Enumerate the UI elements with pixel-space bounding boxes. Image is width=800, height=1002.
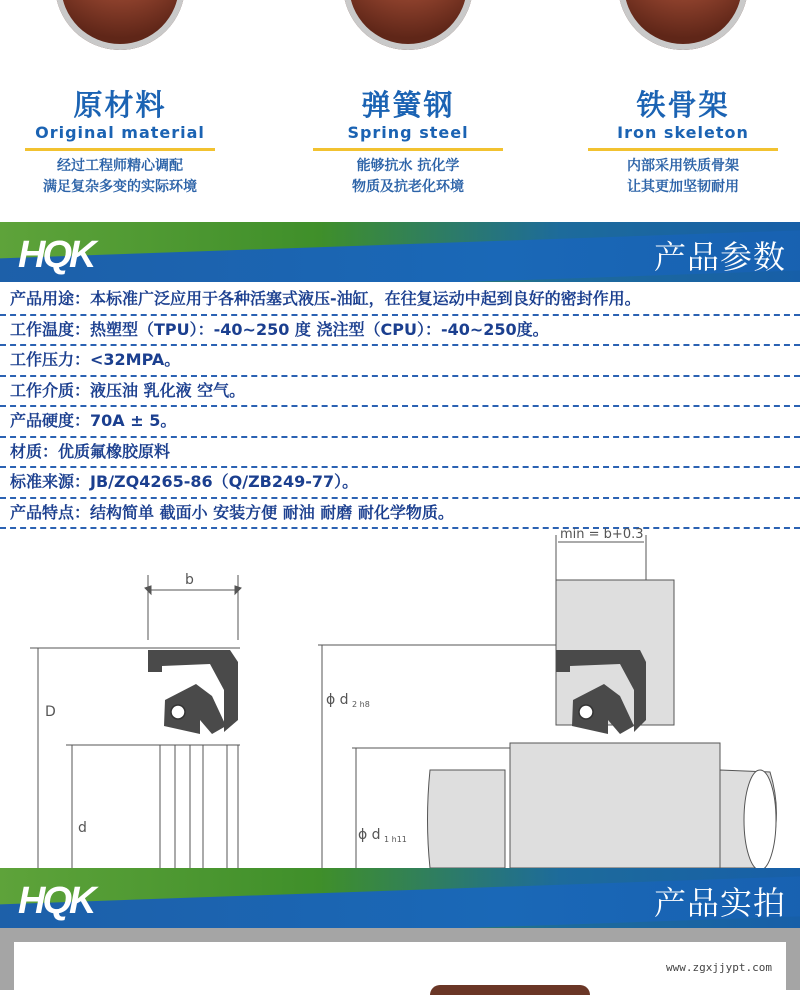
label-d2-subscript: 2 h8 [352, 700, 370, 709]
label-d2: ϕ d [326, 692, 349, 708]
product-photo-spring [333, 0, 483, 75]
param-row: 工作介质：液压油 乳化液 空气。 [0, 377, 800, 408]
param-row: 标准来源：JB/ZQ4265-86（Q/ZB249-77）。 [0, 468, 800, 499]
param-row: 工作压力：<32MPA。 [0, 346, 800, 377]
feature-description: 经过工程师精心调配 满足复杂多变的实际环境 [43, 158, 197, 195]
brand-logo: HQK [18, 234, 94, 276]
feature-original-material [0, 0, 250, 220]
param-row: 产品用途：本标准广泛应用于各种活塞式液压-油缸，在往复运动中起到良好的密封作用。 [0, 285, 800, 316]
product-photo-material [45, 0, 195, 75]
feature-title: 铁骨架 [636, 88, 730, 122]
feature-divider [25, 148, 215, 151]
technical-drawing [0, 520, 800, 870]
brand-logo: HQK [18, 880, 94, 922]
feature-title: 原材料 [73, 88, 167, 122]
param-row: 材质：优质氟橡胶原料 [0, 438, 800, 469]
section-header-photos [0, 868, 800, 928]
label-d: d [78, 820, 87, 836]
feature-title: 弹簧钢 [361, 88, 455, 122]
feature-subtitle: Original material [35, 123, 205, 142]
feature-description: 能够抗水 抗化学 物质及抗老化环境 [352, 158, 464, 195]
section-title: 产品参数 [653, 238, 786, 276]
label-d1-subscript: 1 h11 [384, 835, 407, 844]
feature-iron-skeleton [553, 0, 800, 220]
feature-divider [588, 148, 778, 151]
section-title: 产品实拍 [653, 884, 786, 922]
param-row: 工作温度：热塑型（TPU）：-40~250 度 浇注型（CPU）：-40~250度。 [0, 316, 800, 347]
feature-description: 内部采用铁质骨架 让其更加坚韧耐用 [627, 158, 739, 195]
parameter-list [0, 285, 800, 529]
label-min: min = b+0.3 [560, 527, 644, 542]
label-d1: ϕ d [358, 827, 381, 843]
param-row: 产品特点：结构简单 截面小 安装方便 耐油 耐磨 耐化学物质。 [0, 499, 800, 530]
feature-divider [313, 148, 503, 151]
feature-subtitle: Spring steel [347, 123, 469, 142]
product-photo-edge [430, 985, 590, 995]
product-photo-skeleton [608, 0, 758, 75]
feature-subtitle: Iron skeleton [617, 123, 749, 142]
param-row: 产品硬度：70A ± 5。 [0, 407, 800, 438]
watermark-url: www.zgxjjypt.com [666, 961, 772, 974]
label-D: D [45, 704, 56, 720]
label-b: b [185, 572, 194, 588]
photo-gallery [0, 928, 800, 990]
feature-spring-steel [278, 0, 538, 220]
section-header-params [0, 222, 800, 282]
